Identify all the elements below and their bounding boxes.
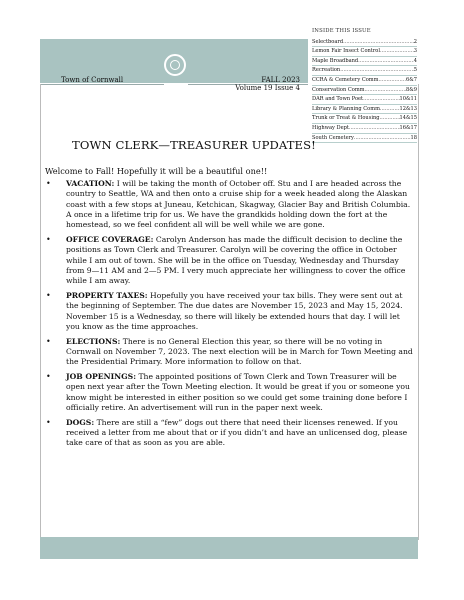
toc-entry-page: 5 [413, 67, 417, 74]
bullet-icon: • [46, 290, 51, 300]
season: FALL 2023 [261, 76, 300, 84]
welcome-text: Welcome to Fall! Hopefully it will be a beautiful one!! [45, 166, 268, 176]
toc-entry-page: 3 [413, 48, 417, 55]
toc-entry [312, 134, 417, 144]
toc-entry [312, 86, 417, 96]
toc-entry [312, 47, 417, 57]
update-item [45, 235, 413, 286]
toc-entry-page: 12&13 [399, 105, 417, 112]
toc-entry-title: DAR and Town Poet [312, 96, 364, 103]
update-item-text: There are still a “few” dogs out there that need their licenses renewed. If you received a letter from me about that or if you didn’t and have an unlicensed dog, please take care of that as soon as you are able. [66, 417, 408, 448]
update-item-text: Carolyn Anderson has made the difficult decision to decline the positions as Town Clerk and Treasurer. Carolyn will be covering the office in October while I am out of town. She will be in the office on Tuesday, Wednesday and Thursday from 9—11 AM and 2—5 PM. I very much appreciate her willingness to cover the office while I am away. [66, 234, 406, 286]
toc-entry-title: South Cemetery [312, 134, 354, 141]
toc-leader-dots [343, 38, 414, 47]
toc-leader-dots [358, 57, 414, 66]
toc-entry [312, 95, 417, 105]
toc-entry-page: 18 [410, 134, 417, 141]
update-item-text: Hopefully you have received your tax bills. They were sent out at the beginning of September. The due dates are November 15, 2023 and May 15, 2024. November 15 is a Wednesday, so there will likely be extended hours that day. I will let you know as the time approaches. [66, 290, 403, 331]
toc-entry [312, 38, 417, 48]
toc-entry-title: Trunk or Treat & Housing [312, 115, 380, 122]
toc-entry-title: Conservation Comm [312, 86, 365, 93]
toc-entry-title: Library & Planning Comm [312, 105, 380, 112]
bullet-icon: • [46, 234, 51, 244]
update-item-label: PROPERTY TAXES: [66, 290, 148, 300]
ring-ornament-icon [164, 54, 186, 76]
toc-entry-page: 2 [413, 38, 417, 45]
frame-right-line [418, 84, 419, 540]
update-item-label: DOGS: [66, 417, 95, 427]
bullet-icon: • [46, 417, 51, 427]
toc-entry-title: Recreation [312, 67, 341, 74]
toc-entry-title: CCRA & Cemetery Comm [312, 76, 379, 83]
toc-leader-dots [365, 86, 406, 95]
volume: Volume 19 Issue 4 [235, 84, 300, 92]
toc-leader-dots [363, 95, 399, 104]
update-item [45, 337, 413, 368]
toc-leader-dots [340, 66, 414, 75]
toc-leader-dots [380, 47, 414, 56]
update-item-label: VACATION: [66, 179, 115, 188]
toc-entry [312, 105, 417, 115]
toc-leader-dots [354, 134, 411, 143]
toc-leader-dots [378, 76, 406, 85]
toc-entry [312, 124, 417, 134]
toc-leader-dots [380, 114, 400, 123]
update-item-label: JOB OPENINGS: [66, 372, 137, 382]
divider-left [40, 84, 164, 85]
toc-entry-page: 10&11 [399, 96, 417, 103]
update-item [45, 418, 413, 449]
update-item-label: ELECTIONS: [66, 336, 121, 346]
article-title: TOWN CLERK—TREASURER UPDATES! [72, 138, 316, 152]
toc-entry-title: Lemon Fair Insect Control [312, 48, 380, 55]
toc-entry [312, 66, 417, 76]
toc-entry [312, 114, 417, 124]
toc-leader-dots [349, 124, 400, 133]
update-item-text: The appointed positions of Town Clerk and Town Treasurer will be open next year after the Town Meeting election. It would be great if you or someone you know might be interested in either position so we could get some training done before I officially retire. An advertisement will run in the paper next week. [66, 372, 410, 412]
toc-list [312, 38, 417, 144]
toc-entry [312, 57, 417, 67]
issue-info [234, 76, 300, 92]
table-of-contents [312, 27, 417, 143]
toc-entry-title: Highway Dept [312, 124, 349, 131]
toc-entry-page: 4 [413, 57, 417, 64]
frame-left-line [40, 84, 41, 540]
toc-entry-page: 14&15 [399, 115, 417, 122]
update-item [45, 179, 413, 230]
toc-entry-title: Maple Broadband [312, 57, 359, 64]
bullet-icon: • [46, 179, 51, 188]
toc-entry-page: 16&17 [399, 124, 417, 131]
toc-entry-title: Selectboard [312, 38, 344, 45]
toc-entry-page: 8&9 [405, 86, 417, 93]
toc-entry-page: 6&7 [405, 76, 417, 83]
toc-entry [312, 76, 417, 86]
bullet-icon: • [46, 336, 51, 346]
town-name: Town of Cornwall [61, 76, 124, 84]
update-list [45, 179, 413, 453]
update-item-label: OFFICE COVERAGE: [66, 234, 154, 244]
update-item-text: I will be taking the month of October off. Stu and I are headed across the country to Seattle, WA and then onto a cruise ship for a week headed along the Alaskan coast with a few stops at Juneau, Ketchican, Skagway, Glacier Bay and British Columbia. A once in a lifetime trip for us. We have the grandkids holding down the fort at the homestead, so we feel confident all will be well while we are gone. [66, 179, 411, 230]
bullet-icon: • [46, 372, 51, 382]
footer-band [40, 537, 418, 559]
toc-heading: INSIDE THIS ISSUE [312, 28, 371, 34]
toc-leader-dots [380, 105, 400, 114]
update-item-text: There is no General Election this year, so there will be no voting in Cornwall on November 7, 2023. The next election will be in March for Town Meeting and the Presidential Primary. More information to follow on that. [66, 336, 413, 367]
update-item [45, 372, 413, 413]
update-item [45, 291, 413, 332]
